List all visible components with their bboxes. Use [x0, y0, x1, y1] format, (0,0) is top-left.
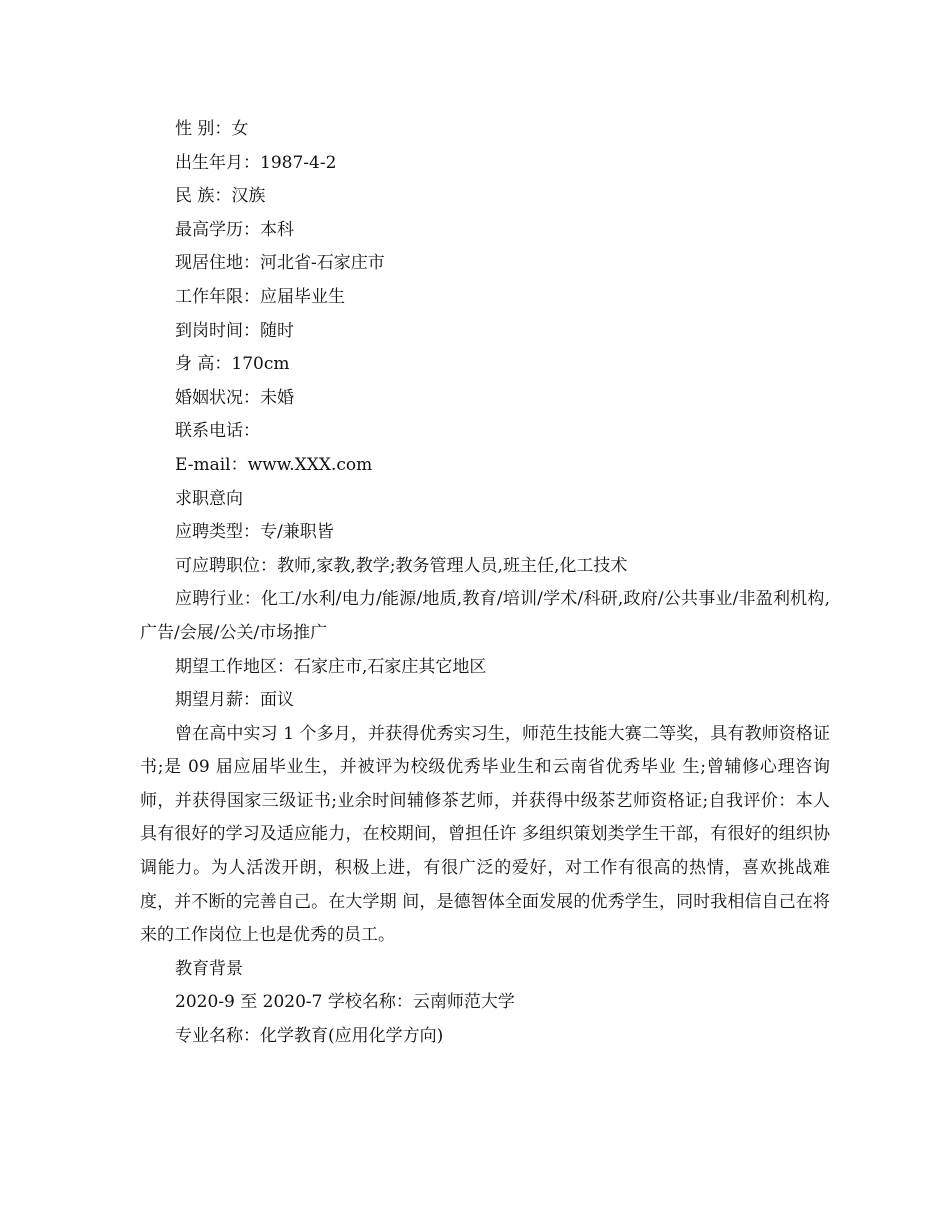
expected-location-line: 期望工作地区：石家庄市,石家庄其它地区: [175, 656, 487, 677]
industries-paragraph: 应聘行业：化工/水利/电力/能源/地质,教育/培训/学术/科研,政府/公共事业/非盈利机构,广告/会展/公关/市场推广: [140, 589, 830, 643]
expected-salary-line: 期望月薪：面议: [175, 690, 294, 711]
job-type-line: 应聘类型：专/兼职皆: [175, 522, 334, 543]
major-line: 专业名称：化学教育(应用化学方向): [175, 1026, 444, 1047]
marital-status-line: 婚姻状况：未婚: [175, 387, 294, 408]
birth-date-line: 出生年月：1987-4-2: [175, 152, 337, 173]
job-intention-heading: 求职意向: [175, 488, 243, 509]
height-line: 身 高：170cm: [175, 354, 290, 375]
education-background-heading: 教育背景: [175, 958, 243, 979]
education-level-line: 最高学历：本科: [175, 219, 294, 240]
gender-line: 性 别：女: [175, 119, 249, 139]
residence-line: 现居住地：河北省-石家庄市: [175, 253, 385, 274]
phone-line: 联系电话：: [175, 421, 260, 442]
resume-content: [140, 113, 830, 1054]
ethnicity-line: 民 族：汉族: [175, 186, 266, 207]
positions-line: 可应聘职位：教师,家教,教学;教务管理人员,班主任,化工技术: [175, 555, 628, 576]
school-line: 2020-9 至 2020-7 学校名称：云南师范大学: [175, 992, 515, 1013]
availability-line: 到岗时间：随时: [175, 320, 294, 341]
self-introduction-paragraph: 曾在高中实习 1 个多月，并获得优秀实习生，师范生技能大赛二等奖，具有教师资格证书;是 09 届应届毕业生，并被评为校级优秀毕业生和云南省优秀毕业 生;曾辅修心理咨询师，并获得国家三级证书;业余时间辅修茶艺师，并获得中级茶艺师资格证;自我评价：本人具有很好的学习及适应能力，在校期间，曾担任许 多组织策划类学生干部，有很好的组织协调能力。为人活泼开朗，积极上进，有很广泛的爱好，对工作有很高的热情，喜欢挑战难度，并不断的完善自己。在大学期 间，是德智体全面发展的优秀学生，同时我相信自己在将来的工作岗位上也是优秀的员工。: [140, 723, 830, 946]
email-line: E-mail：www.XXX.com: [175, 454, 373, 475]
work-years-line: 工作年限：应届毕业生: [175, 286, 345, 307]
